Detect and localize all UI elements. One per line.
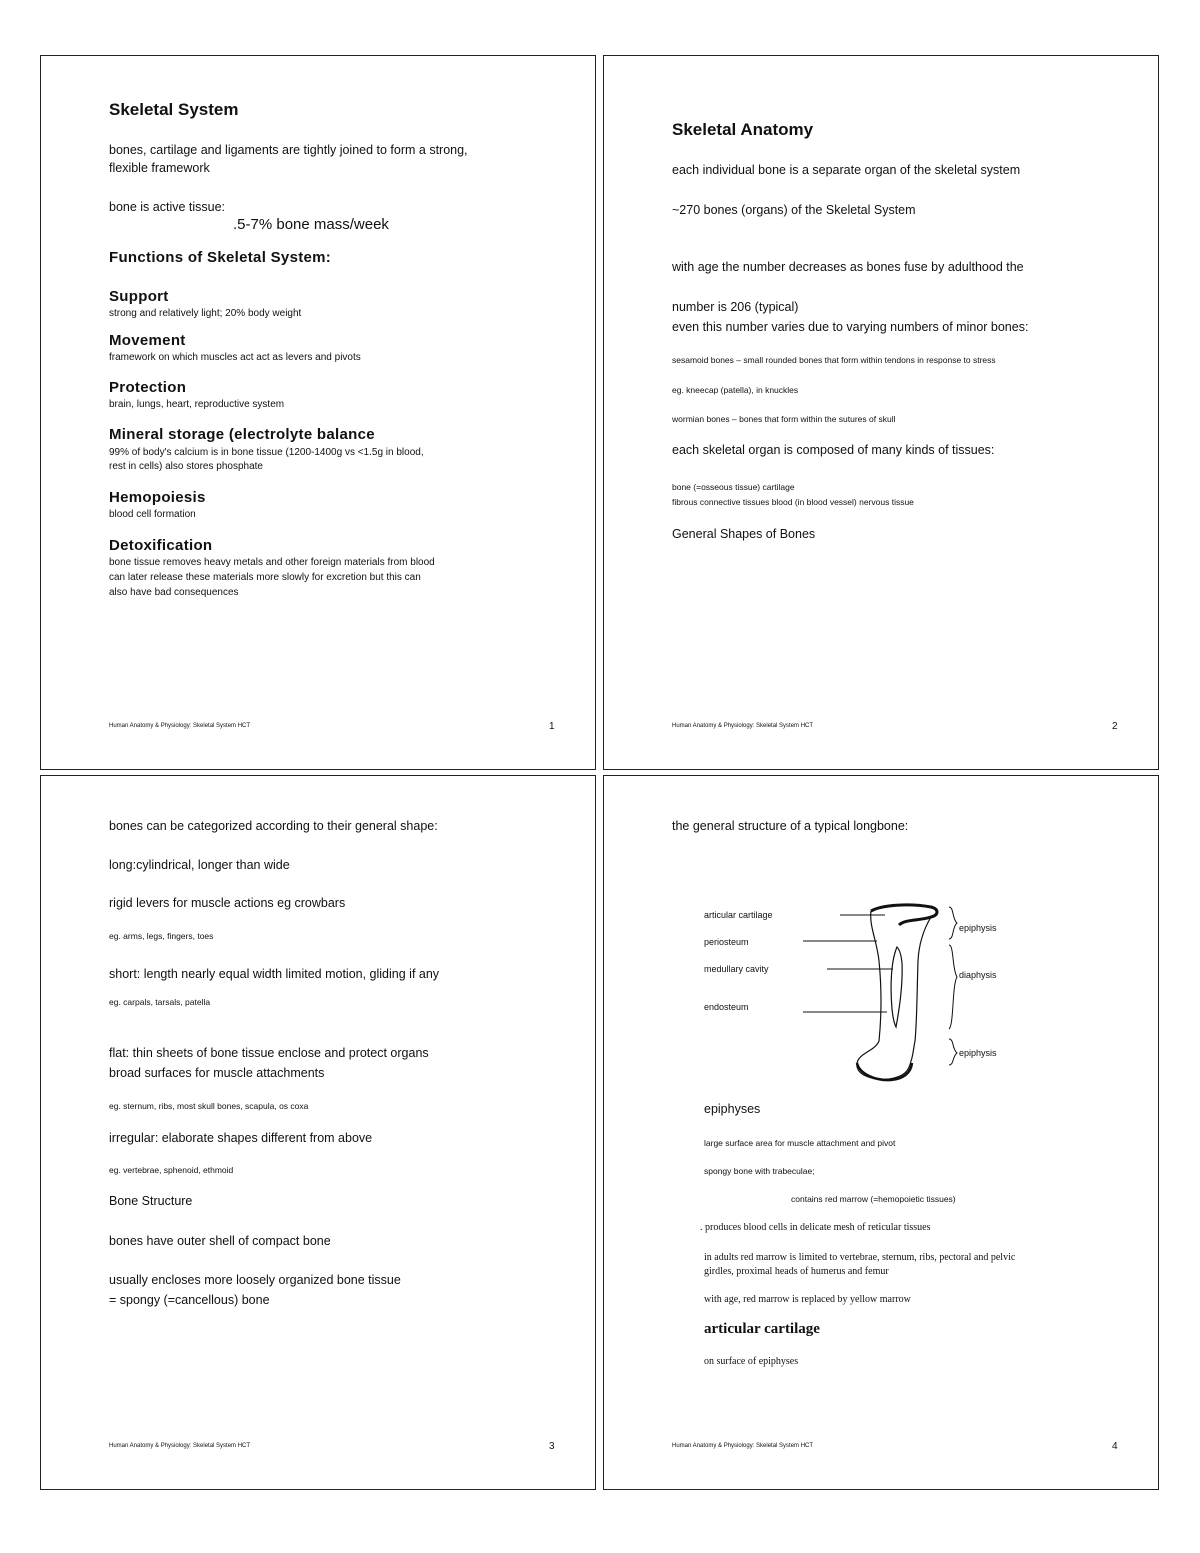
mineral-heading: Mineral storage (electrolyte balance bbox=[109, 426, 375, 443]
label-epiphysis-top: epiphysis bbox=[959, 923, 997, 933]
movement-text: framework on which muscles act act as levers and pivots bbox=[109, 352, 361, 363]
text-line: fibrous connective tissues blood (in blood vessel) nervous tissue bbox=[672, 497, 914, 507]
label-medullary-cavity: medullary cavity bbox=[704, 964, 769, 974]
active-text: bone is active tissue: bbox=[109, 200, 226, 214]
text-line: wormian bones – bones that form within the sutures of skull bbox=[672, 414, 896, 424]
protection-heading: Protection bbox=[109, 379, 187, 396]
bone-outline-icon bbox=[857, 905, 937, 1080]
text-line: eg. vertebrae, sphenoid, ethmoid bbox=[109, 1165, 234, 1175]
protection-text: brain, lungs, heart, reproductive system bbox=[109, 399, 285, 410]
text-line: each skeletal organ is composed of many kinds of tissues: bbox=[672, 443, 995, 457]
support-heading: Support bbox=[109, 288, 169, 305]
detoxification-heading: Detoxification bbox=[109, 537, 213, 554]
text-line: large surface area for muscle attachment and pivot bbox=[704, 1138, 896, 1148]
text-line: rigid levers for muscle actions eg crowbars bbox=[109, 896, 346, 910]
text-line: flat: thin sheets of bone tissue enclose and protect organs bbox=[109, 1046, 429, 1060]
text-line: on surface of epiphyses bbox=[704, 1356, 799, 1367]
text-line: eg. sternum, ribs, most skull bones, scapula, os coxa bbox=[109, 1101, 309, 1111]
text-line: . produces blood cells in delicate mesh of reticular tissues bbox=[700, 1222, 931, 1233]
text-line: bones can be categorized according to their general shape: bbox=[109, 819, 438, 833]
text-line: broad surfaces for muscle attachments bbox=[109, 1066, 325, 1080]
text-line: bone (=osseous tissue) cartilage bbox=[672, 482, 795, 492]
text-line: girdles, proximal heads of humerus and femur bbox=[704, 1266, 889, 1277]
footer: Human Anatomy & Physiology: Skeletal System HCT bbox=[109, 723, 251, 729]
text-line: irregular: elaborate shapes different from above bbox=[109, 1131, 373, 1145]
label-diaphysis: diaphysis bbox=[959, 970, 997, 980]
articular-heading: articular cartilage bbox=[704, 1321, 820, 1337]
section-heading: Bone Structure bbox=[109, 1194, 193, 1208]
detox-text-3: also have bad consequences bbox=[109, 587, 239, 598]
text-line: usually encloses more loosely organized bone tissue bbox=[109, 1273, 401, 1287]
text-line: eg. carpals, tarsals, patella bbox=[109, 997, 211, 1007]
slide-2 bbox=[603, 55, 1159, 770]
page-number: 3 bbox=[549, 1441, 555, 1452]
section-heading: General Shapes of Bones bbox=[672, 527, 816, 541]
mineral-text-2: rest in cells) also stores phosphate bbox=[109, 461, 263, 472]
slide-3 bbox=[40, 775, 596, 1490]
intro-line-2: flexible framework bbox=[109, 161, 210, 175]
text-line: with age the number decreases as bones fuse by adulthood the bbox=[672, 260, 1024, 274]
footer: Human Anatomy & Physiology: Skeletal System HCT bbox=[672, 723, 814, 729]
footer: Human Anatomy & Physiology: Skeletal System HCT bbox=[672, 1443, 814, 1449]
detox-text-2: can later release these materials more slowly for excretion but this can bbox=[109, 572, 421, 583]
text-line: ~270 bones (organs) of the Skeletal System bbox=[672, 203, 916, 217]
label-articular-cartilage: articular cartilage bbox=[704, 910, 773, 920]
slide-4 bbox=[603, 775, 1159, 1490]
text-line: the general structure of a typical longbone: bbox=[672, 819, 909, 833]
hemopoiesis-heading: Hemopoiesis bbox=[109, 489, 206, 506]
intro-line-1: bones, cartilage and ligaments are tightly joined to form a strong, bbox=[109, 143, 468, 157]
slide-title: Skeletal Anatomy bbox=[672, 120, 814, 139]
text-line: bones have outer shell of compact bone bbox=[109, 1234, 331, 1248]
text-line: spongy bone with trabeculae; bbox=[704, 1166, 815, 1176]
text-line: with age, red marrow is replaced by yellow marrow bbox=[704, 1294, 911, 1305]
functions-heading: Functions of Skeletal System: bbox=[109, 249, 332, 266]
label-endosteum: endosteum bbox=[704, 1002, 749, 1012]
text-line: short: length nearly equal width limited motion, gliding if any bbox=[109, 967, 440, 981]
label-periosteum: periosteum bbox=[704, 937, 749, 947]
page-number: 1 bbox=[549, 721, 555, 732]
mineral-text-1: 99% of body's calcium is in bone tissue (1200-1400g vs <1.5g in blood, bbox=[109, 447, 424, 458]
slide-title: Skeletal System bbox=[109, 100, 239, 119]
text-line: number is 206 (typical) bbox=[672, 300, 799, 314]
text-line: = spongy (=cancellous) bone bbox=[109, 1293, 270, 1307]
text-line: eg. kneecap (patella), in knuckles bbox=[672, 385, 799, 395]
long-bone-diagram bbox=[699, 891, 979, 1091]
text-line: eg. arms, legs, fingers, toes bbox=[109, 931, 214, 941]
text-line: long:cylindrical, longer than wide bbox=[109, 858, 290, 872]
support-text: strong and relatively light; 20% body weight bbox=[109, 308, 302, 319]
section-heading: epiphyses bbox=[704, 1102, 761, 1116]
slide-1 bbox=[40, 55, 596, 770]
text-line: even this number varies due to varying numbers of minor bones: bbox=[672, 320, 1029, 334]
text-line: each individual bone is a separate organ of the skeletal system bbox=[672, 163, 1021, 177]
text-line: contains red marrow (=hemopoietic tissues) bbox=[791, 1194, 956, 1204]
detox-text-1: bone tissue removes heavy metals and other foreign materials from blood bbox=[109, 557, 435, 568]
page-number: 4 bbox=[1112, 1441, 1118, 1452]
text-line: in adults red marrow is limited to vertebrae, sternum, ribs, pectoral and pelvic bbox=[704, 1252, 1016, 1263]
footer: Human Anatomy & Physiology: Skeletal System HCT bbox=[109, 1443, 251, 1449]
page-number: 2 bbox=[1112, 721, 1118, 732]
movement-heading: Movement bbox=[109, 332, 186, 349]
text-line: sesamoid bones – small rounded bones that form within tendons in response to stress bbox=[672, 355, 996, 365]
hemopoiesis-text: blood cell formation bbox=[109, 509, 196, 520]
bone-mass-text: .5-7% bone mass/week bbox=[233, 216, 389, 233]
label-epiphysis-bottom: epiphysis bbox=[959, 1048, 997, 1058]
brace-icons bbox=[949, 907, 957, 1065]
